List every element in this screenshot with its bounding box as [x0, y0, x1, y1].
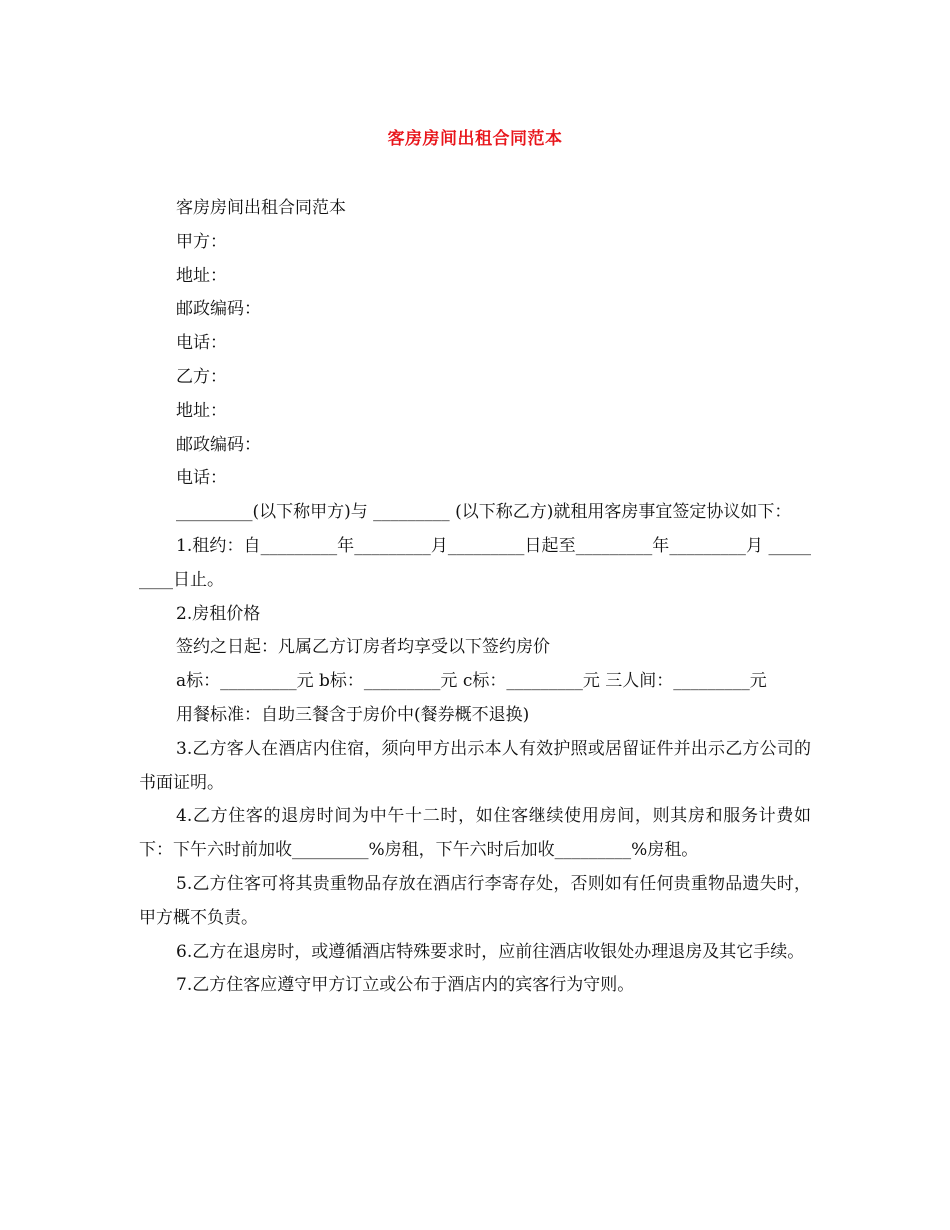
party-a-phone: 电话：: [176, 333, 227, 354]
clause-3-identification: 3.乙方客人在酒店内住宿，须向甲方出示本人有效护照或居留证件并出示乙方公司的书面证明。: [139, 738, 811, 793]
party-b-postcode: 邮政编码：: [176, 434, 261, 455]
document-body: [139, 192, 811, 1003]
party-b-address: 地址：: [176, 400, 227, 421]
document-title: 客房房间出租合同范本: [387, 129, 563, 149]
clause-2-room-rates: a标：_________元 b标：_________元 c标：_________元 三人间：_________元: [176, 671, 767, 692]
party-b-label: 乙方：: [176, 366, 227, 387]
clause-6-checkout-procedure: 6.乙方在退房时，或遵循酒店特殊要求时，应前往酒店收银处办理退房及其它手续。: [176, 941, 805, 962]
clause-5-valuables: 5.乙方住客可将其贵重物品存放在酒店行李寄存处，否则如有任何贵重物品遗失时，甲方概不负责。: [139, 873, 811, 928]
clause-2-room-price: 2.房租价格: [176, 603, 261, 624]
clause-2-meal-standard: 用餐标准：自助三餐含于房价中(餐券概不退换): [176, 704, 530, 725]
agreement-intro: _________(以下称甲方)与 _________ (以下称乙方)就租用客房事宜签定协议如下：: [176, 502, 792, 523]
clause-1-lease-term: 1.租约：自_________年_________月_________日起至_________年_________月 _________日止。: [139, 535, 811, 590]
paragraph-heading: 客房房间出租合同范本: [176, 198, 346, 218]
clause-4-checkout-time: 4.乙方住客的退房时间为中午十二时，如住客继续使用房间，则其房和服务计费如下：下午六时前加收_________%房租，下午六时后加收_________%房租。: [139, 806, 811, 861]
party-a-postcode: 邮政编码：: [176, 299, 261, 320]
party-a-label: 甲方：: [176, 231, 227, 252]
clause-2-contract-price-note: 签约之日起：凡属乙方订房者均享受以下签约房价: [176, 637, 550, 658]
party-b-phone: 电话：: [176, 468, 227, 489]
party-a-address: 地址：: [176, 265, 227, 286]
clause-7-guest-rules: 7.乙方住客应遵守甲方订立或公布于酒店内的宾客行为守则。: [176, 975, 635, 996]
